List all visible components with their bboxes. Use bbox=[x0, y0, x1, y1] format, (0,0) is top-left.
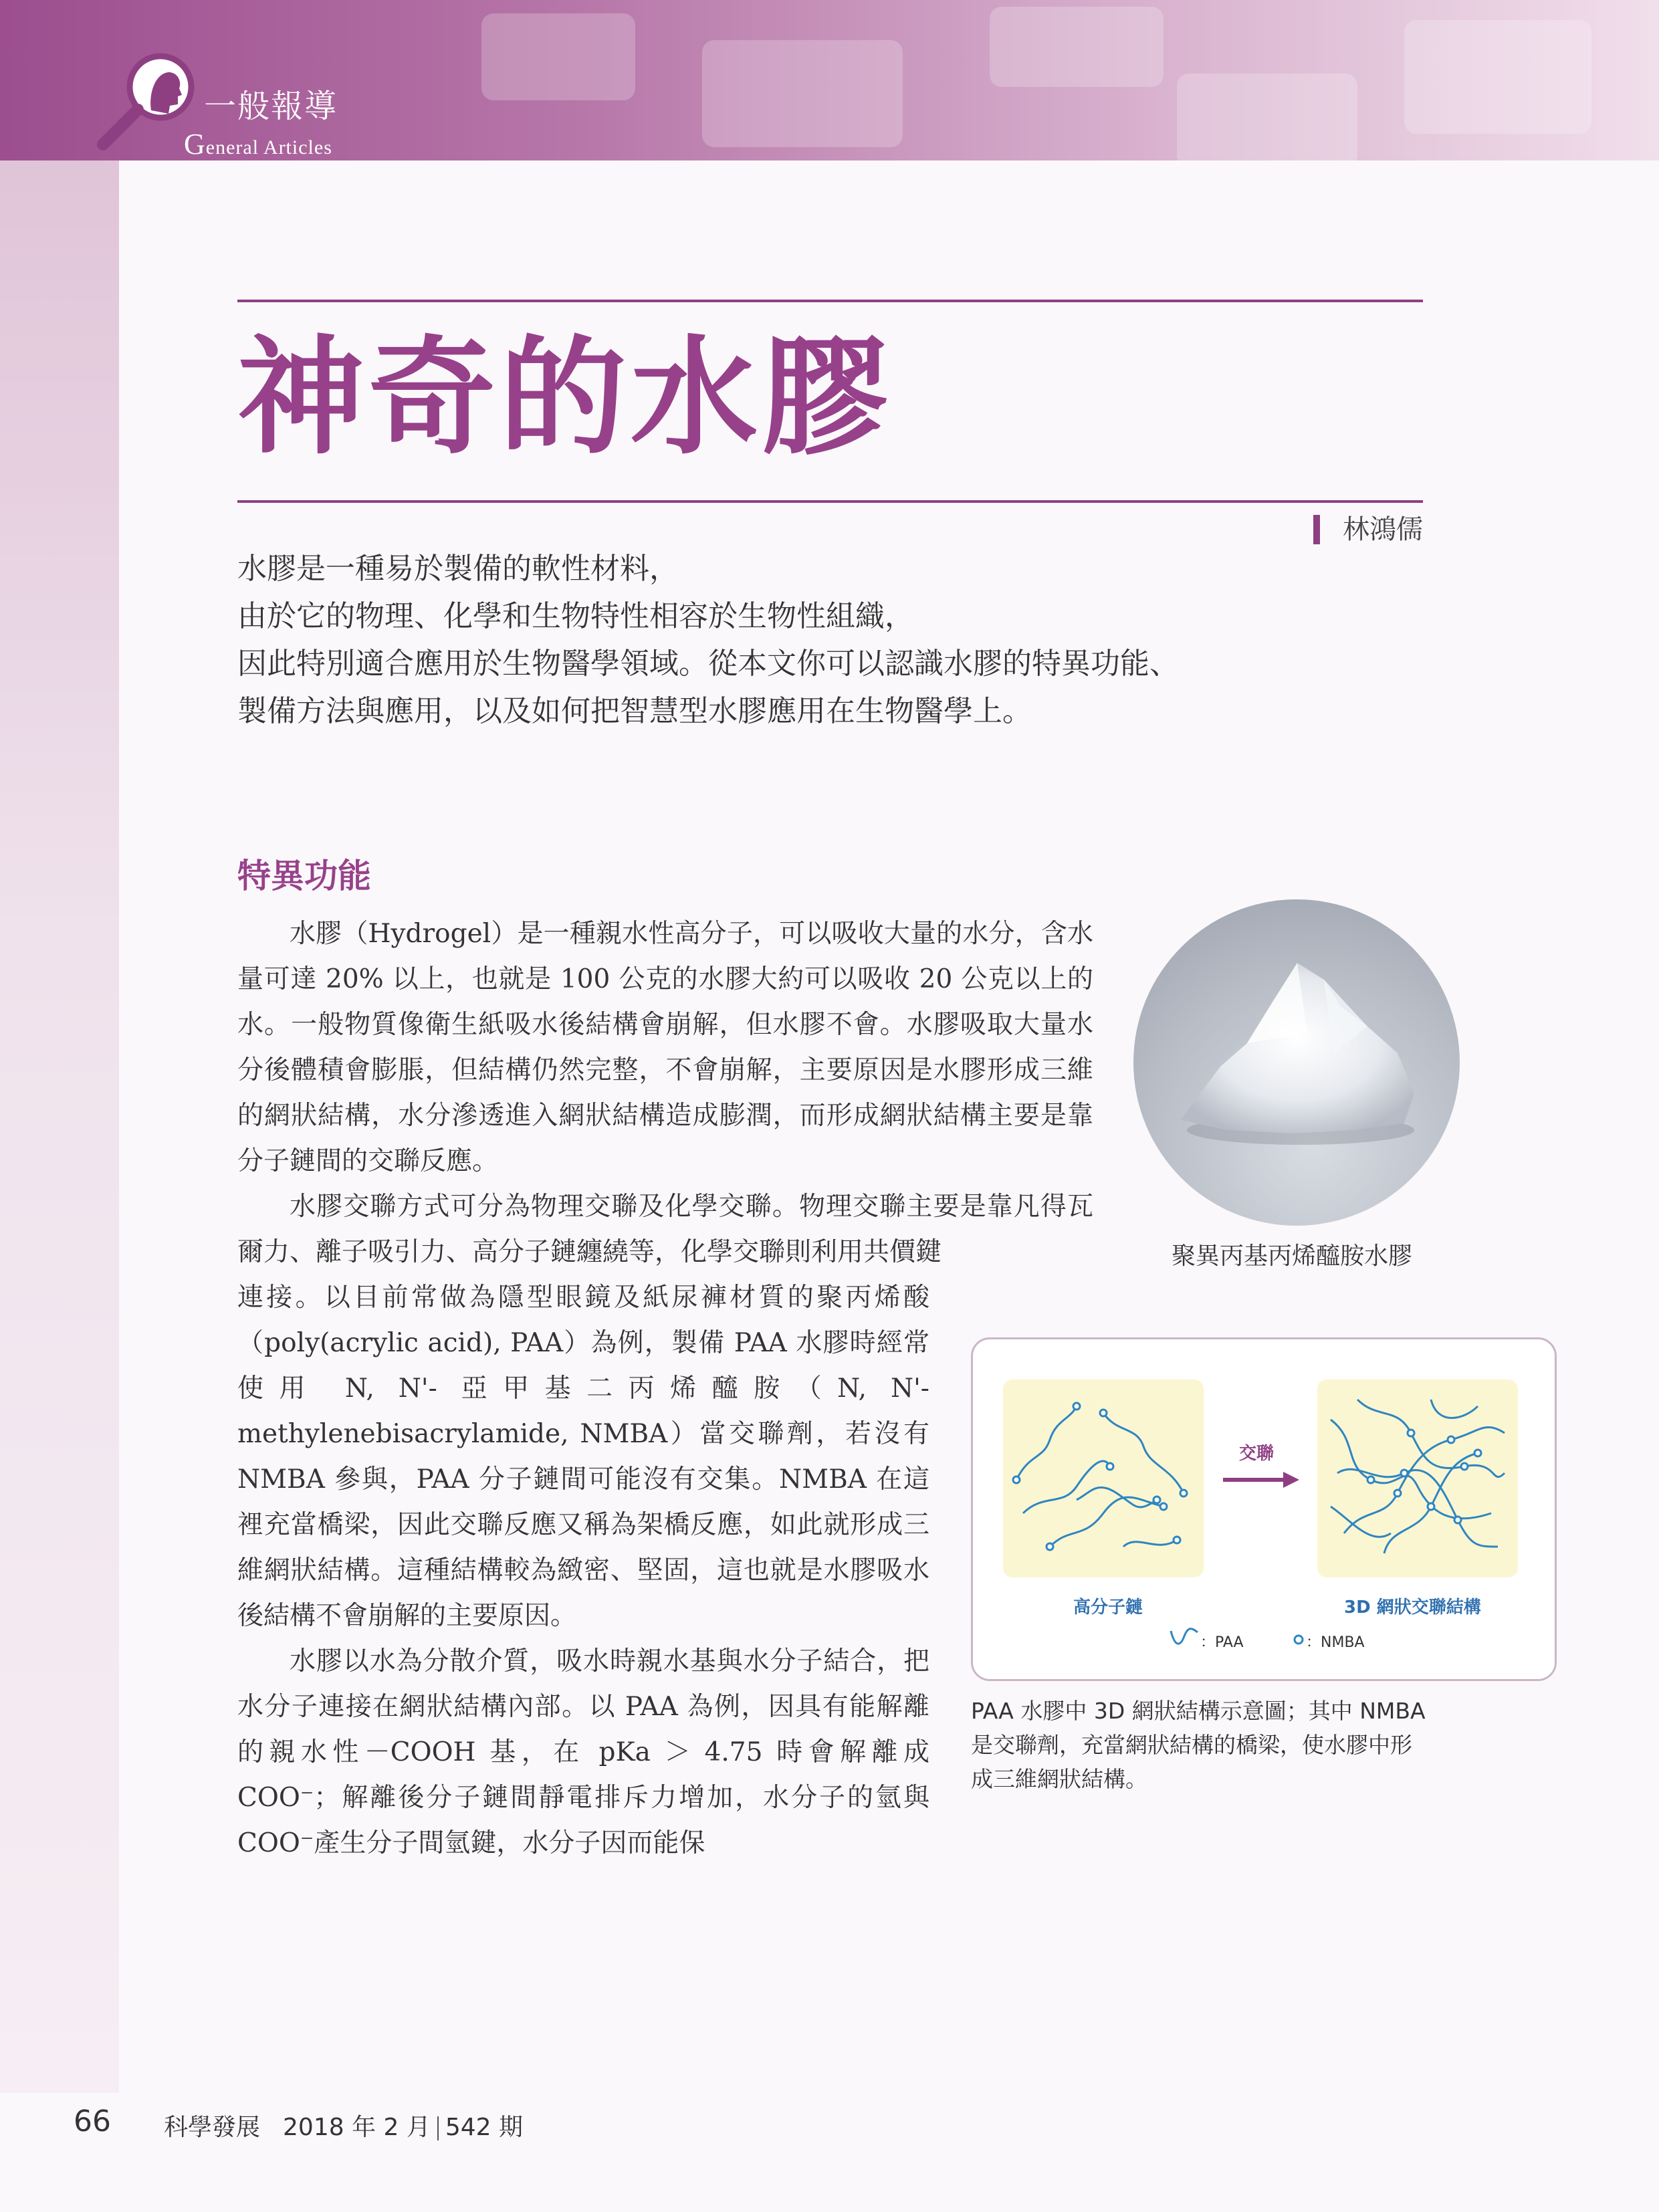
body-column-lower bbox=[237, 1275, 929, 1866]
network-label: 3D 網狀交聯結構 bbox=[1344, 1597, 1481, 1618]
photo-caption: 聚異丙基丙烯醯胺水膠 bbox=[1172, 1242, 1413, 1270]
section-label-en-rest: eneral Articles bbox=[205, 136, 332, 158]
lead-line: 由於它的物理、化學和生物特性相容於生物性組織， bbox=[237, 599, 914, 633]
polymer-chain-panel bbox=[1003, 1379, 1204, 1577]
issue-number: 542 期 bbox=[445, 2114, 524, 2141]
issue-date: 2018 年 2 月 bbox=[283, 2114, 431, 2141]
lead-paragraph bbox=[237, 545, 1408, 735]
hydrogel-photo bbox=[1133, 899, 1460, 1226]
body-paragraph: 水膠（Hydrogel）是一種親水性高分子，可以吸收大量的水分，含水量可達 20% 以上，也就是 100 公克的水膠大約可以吸收 20 公克以上的水。一般物質像衛生紙吸水後結構會崩解，但水膠不會。水膠吸取大量水分後體積會膨脹，但結構仍然完整，不會崩解，主要原因是水膠形成三維的網狀結構，水分滲透進入網狀結構造成膨潤，而形成網狀結構主要是靠分子鏈間的交聯反應。 bbox=[237, 919, 1093, 1176]
author-name: 林鴻儒 bbox=[1313, 515, 1423, 544]
header-decoration bbox=[1177, 74, 1357, 160]
section-label-en bbox=[184, 127, 332, 161]
section-heading: 特異功能 bbox=[237, 857, 371, 895]
lead-line: 水膠是一種易於製備的軟性材料， bbox=[237, 552, 679, 586]
title-rule-bottom bbox=[237, 500, 1423, 503]
section-label-cn: 一般報導 bbox=[204, 88, 338, 125]
header-decoration bbox=[702, 40, 903, 147]
crosslink-diagram bbox=[971, 1337, 1557, 1681]
arrow-label: 交聯 bbox=[1239, 1444, 1275, 1464]
nmba-legend: ：NMBA bbox=[1306, 1634, 1365, 1651]
left-margin-band bbox=[0, 160, 119, 2093]
network-panel bbox=[1317, 1379, 1518, 1577]
paa-legend: ：PAA bbox=[1200, 1634, 1244, 1651]
header-decoration bbox=[990, 7, 1164, 87]
polymer-chain-drawing bbox=[1003, 1379, 1204, 1577]
header-decoration bbox=[1404, 20, 1591, 134]
hydrogel-crystal-image bbox=[1133, 899, 1460, 1226]
article-title: 神奇的水膠 bbox=[237, 324, 893, 471]
page-number: 66 bbox=[74, 2104, 111, 2138]
nmba-dot-legend-icon bbox=[1293, 1634, 1305, 1646]
section-label-en-cap: G bbox=[184, 128, 206, 160]
journal-name: 科學發展 bbox=[164, 2114, 261, 2141]
network-drawing bbox=[1317, 1379, 1518, 1577]
body-paragraph: 水膠以水為分散介質，吸水時親水基與水分子結合，把水分子連接在網狀結構內部。以 PAA 為例，因具有能解離的親水性－COOH 基，在 pKa ＞ 4.75 時會解離成 COO⁻；解離後分子鏈間靜電排斥力增加，水分子的氫與 COO⁻產生分子間氫鍵，水分子因而能保 bbox=[237, 1646, 929, 1858]
lead-line: 製備方法與應用，以及如何把智慧型水膠應用在生物醫學上。 bbox=[237, 694, 1032, 728]
paa-chain-legend-icon bbox=[1168, 1627, 1200, 1651]
body-paragraph-continued: 連接。以目前常做為隱型眼鏡及紙尿褲材質的聚丙烯酸（poly(acrylic acid), PAA）為例，製備 PAA 水膠時經常使用 N, N'- 亞甲基二丙烯醯胺（N, N'-methylenebisacrylamide, NMBA）當交聯劑，若沒有 NMBA 參與，PAA 分子鏈間可能沒有交集。NMBA 在這裡充當橋梁，因此交聯反應又稱為架橋反應，如此就形成三維網狀結構。這種結構較為緻密、堅固，這也就是水膠吸水後結構不會崩解的主要原因。 bbox=[237, 1283, 929, 1631]
polymer-chain-label: 高分子鏈 bbox=[1073, 1597, 1143, 1618]
footer-info bbox=[164, 2108, 523, 2142]
footer-separator bbox=[437, 2116, 439, 2140]
arrow-right-icon bbox=[1222, 1470, 1301, 1490]
body-paragraph-head bbox=[237, 1184, 1093, 1275]
lead-line: 因此特別適合應用於生物醫學領域。從本文你可以認識水膠的特異功能、 bbox=[237, 647, 1179, 681]
figure-caption: PAA 水膠中 3D 網狀結構示意圖；其中 NMBA 是交聯劑，充當網狀結構的橋梁，使水膠中形成三維網狀結構。 bbox=[971, 1698, 1426, 1792]
header-decoration bbox=[481, 13, 635, 100]
body-paragraph: 水膠交聯方式可分為物理交聯及化學交聯。物理交聯主要是靠凡得瓦爾力、離子吸引力、高分子鏈纏繞等，化學交聯則利用共價鍵 bbox=[237, 1192, 1093, 1267]
body-column-upper bbox=[237, 911, 1093, 1275]
title-rule-top bbox=[237, 300, 1423, 302]
